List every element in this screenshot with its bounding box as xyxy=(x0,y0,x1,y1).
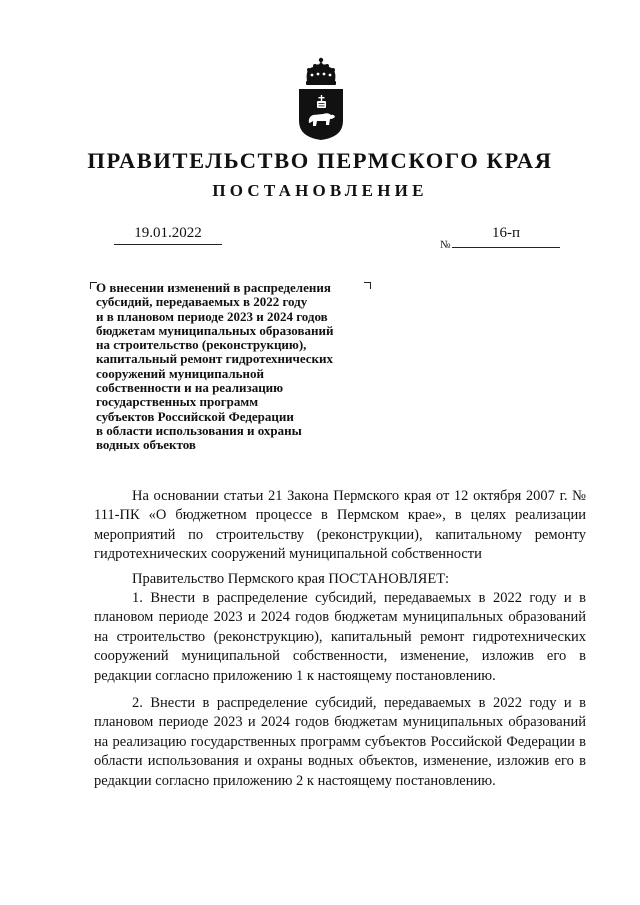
date-underline xyxy=(114,244,222,245)
date-field xyxy=(114,225,222,245)
subject-line: капитальный ремонт гидротехнических xyxy=(96,351,334,367)
document-date: 19.01.2022 xyxy=(134,225,202,241)
subject-line: О внесении изменений в распределения xyxy=(96,280,331,295)
document-body xyxy=(94,487,586,791)
document-subject xyxy=(96,281,386,453)
item-2-paragraph: 2. Внести в распределение субсидий, передаваемых в 2022 году и в плановом периоде 2023 и 2024 годов бюджетам муниципальных образований на реализацию государственных программ субъектов Российской Федерации в области использования и охраны водных объектов, изменение, изложив его в редакции согласно приложению 2 к настоящему постановлению. xyxy=(94,695,586,789)
decree-paragraph: Правительство Пермского края ПОСТАНОВЛЯЕТ: xyxy=(132,570,450,587)
subject-line: на строительство (реконструкцию), xyxy=(96,337,307,353)
subject-line: субъектов Российской Федерации xyxy=(96,408,294,424)
preamble-paragraph: На основании статьи 21 Закона Пермского края от 12 октября 2007 г. № 111-ПК «О бюджетном процессе в Пермском крае», в целях реализации мероприятий по строительству (реконструкции), капитальному ремонту гидротехнических сооружений муниципальной собственности xyxy=(94,488,586,563)
subject-line: водных объектов xyxy=(96,437,196,453)
document-number: 16-п xyxy=(492,225,521,241)
document-type: ПОСТАНОВЛЕНИЕ xyxy=(212,181,428,200)
subject-line: сооружений муниципальной xyxy=(96,365,264,381)
item-1-paragraph: 1. Внести в распределение субсидий, передаваемых в 2022 году и в плановом периоде 2023 и 2024 годов бюджетам муниципальных образований на строительство (реконструкцию), капитальный ремонт гидротехнических сооружений муниципальной собственности, изменение, изложив его в редакции согласно приложению 1 к настоящему постановлению. xyxy=(94,590,586,684)
subject-line: бюджетам муниципальных образований xyxy=(96,322,334,338)
coat-of-arms-icon xyxy=(297,57,345,141)
number-field xyxy=(440,225,560,251)
subject-line: субсидий, передаваемых в 2022 году xyxy=(96,294,308,310)
subject-line: и в плановом периоде 2023 и 2024 годов xyxy=(96,308,328,324)
subject-line: государственных программ xyxy=(96,394,259,410)
number-underline xyxy=(452,247,560,248)
number-label: № xyxy=(440,239,451,251)
subject-line: в области использования и охраны xyxy=(96,422,302,438)
government-title: ПРАВИТЕЛЬСТВО ПЕРМСКОГО КРАЯ xyxy=(87,148,553,173)
subject-line: собственности и на реализацию xyxy=(96,380,284,396)
